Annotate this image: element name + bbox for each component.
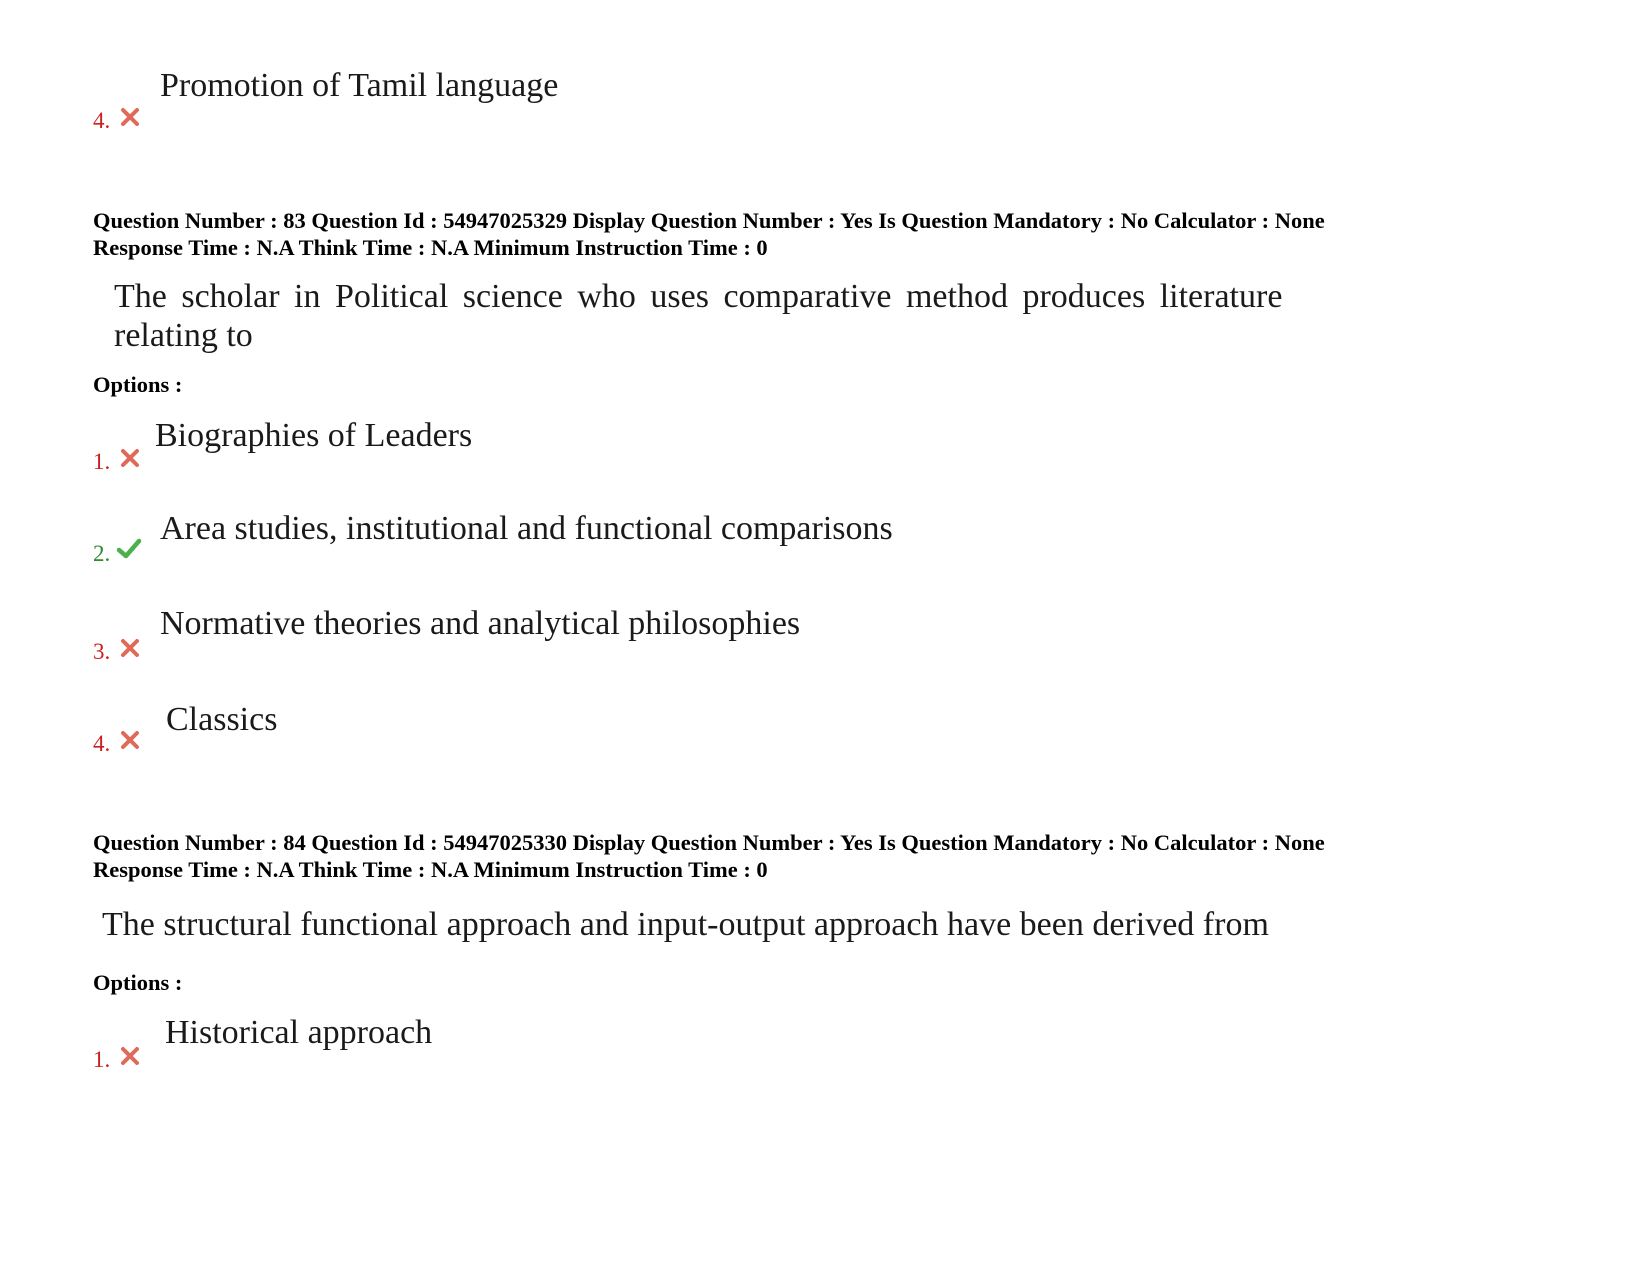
cross-icon: [118, 636, 142, 660]
option-number: 2.: [93, 541, 111, 566]
option-text: Area studies, institutional and functional comparisons: [160, 510, 893, 547]
option-number: 3.: [93, 639, 111, 664]
cross-icon: [118, 105, 142, 129]
check-icon: [116, 536, 142, 562]
options-label: Options :: [93, 372, 183, 397]
cross-icon: [118, 1044, 142, 1068]
option-number: 4.: [93, 108, 111, 133]
option-number: 1.: [93, 1047, 111, 1072]
option-number: 1.: [93, 449, 111, 474]
cross-icon: [118, 446, 142, 470]
question-meta-line-2: Response Time : N.A Think Time : N.A Minimum Instruction Time : 0: [93, 857, 768, 882]
question-text-line-1: The structural functional approach and input-output approach have been derived from: [102, 906, 1269, 943]
option-text: Biographies of Leaders: [155, 417, 473, 454]
option-text: Historical approach: [165, 1014, 433, 1051]
question-meta-line-1: Question Number : 83 Question Id : 54947025329 Display Question Number : Yes Is Question Mandatory : No Calculator : None: [93, 208, 1325, 233]
option-number: 4.: [93, 731, 111, 756]
cross-icon: [118, 728, 142, 752]
question-text-line-1: The scholar in Political science who uses comparative method produces literature: [114, 278, 1283, 315]
question-meta-line-1: Question Number : 84 Question Id : 54947025330 Display Question Number : Yes Is Question Mandatory : No Calculator : None: [93, 830, 1325, 855]
question-text-line-2: relating to: [114, 317, 253, 354]
option-text: Promotion of Tamil language: [160, 67, 559, 104]
question-meta-line-2: Response Time : N.A Think Time : N.A Minimum Instruction Time : 0: [93, 235, 768, 260]
option-text: Normative theories and analytical philosophies: [160, 605, 801, 642]
option-text: Classics: [166, 701, 278, 738]
options-label: Options :: [93, 970, 183, 995]
